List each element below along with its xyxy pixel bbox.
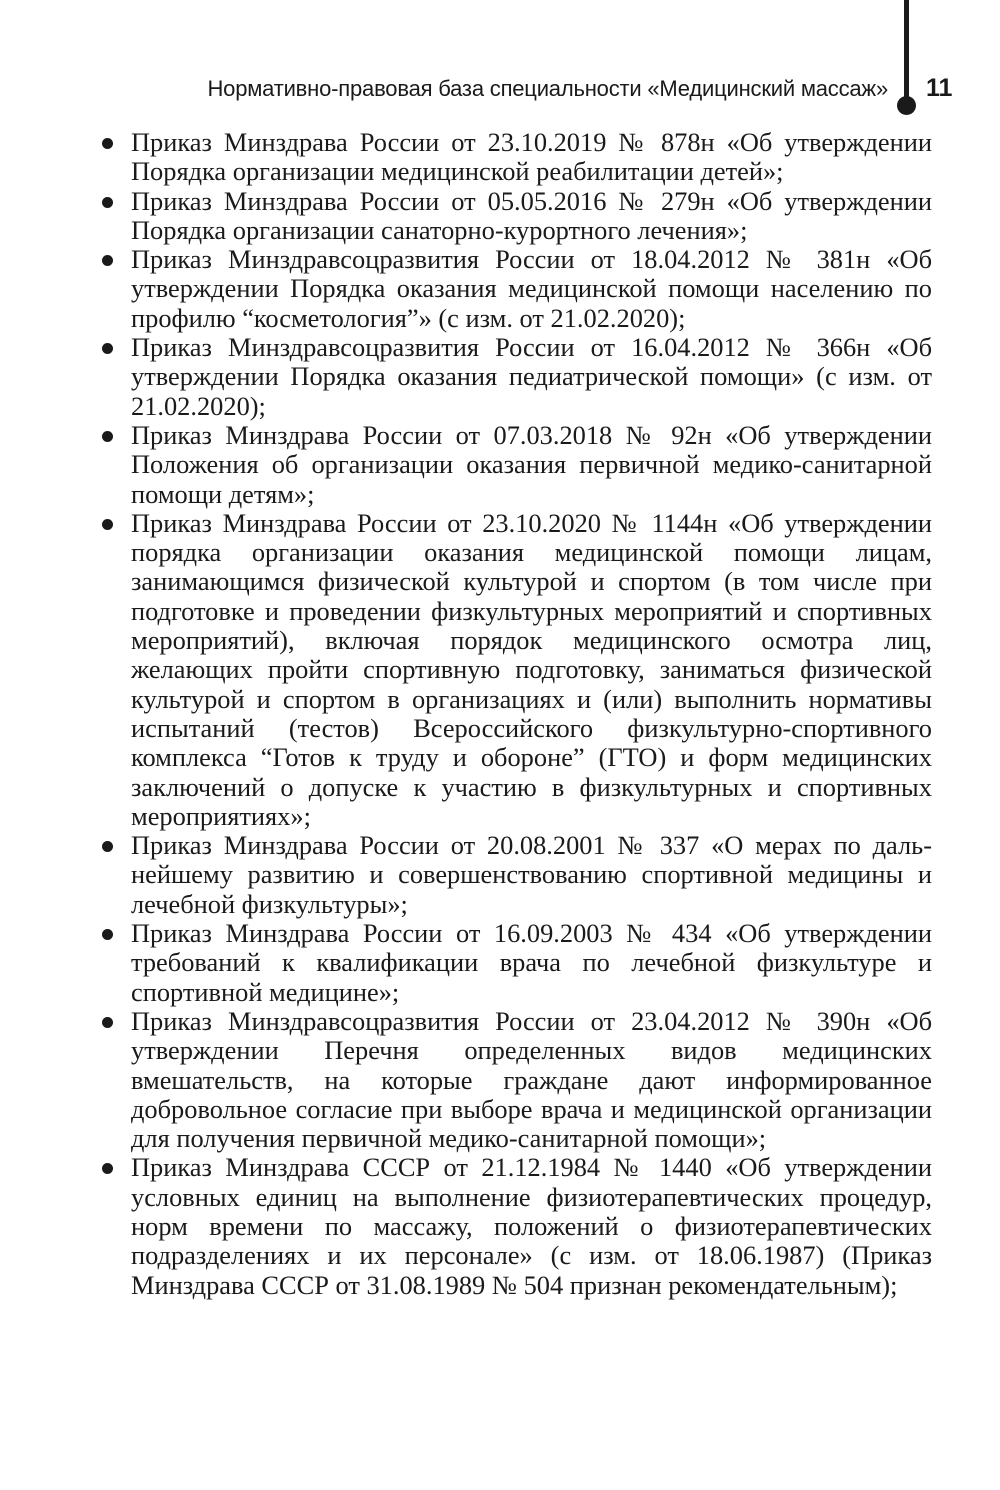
list-item-text: Приказ Минздрава России от 07.03.2018 № 92н «Об утверждении Положения об организации оказания первичной медико-санитарной помощи детям»; (131, 419, 932, 509)
list-item-text: Приказ Минздравсоцразвития России от 18.04.2012 № 381н «Об утверждении Порядка оказания медицинской помощи населению по профилю “косметология”» (с изм. от 21.02.2020); (131, 244, 932, 333)
list-item-text: Приказ Минздрава России от 16.09.2003 № 434 «Об утверждении требований к квалификации врача по лечебной физкультуре и спортивной медицине»; (131, 918, 932, 1007)
page-header (0, 0, 1000, 120)
page-number: 11 (926, 74, 953, 102)
list-item-text: Приказ Минздрава России от 23.10.2019 № 878н «Об утверждении Порядка организации медицинской реабилитации детей»; (131, 127, 932, 187)
bullet-icon (102, 138, 113, 149)
list-item (98, 509, 932, 831)
bullet-icon (102, 929, 113, 940)
bullet-icon (102, 519, 113, 530)
bullet-icon (102, 343, 113, 354)
regulations-list (98, 128, 932, 1300)
list-item-text: Приказ Минздрава России от 05.05.2016 № 279н «Об утверждении Порядка организации санаторно-курортного лечения»; (131, 185, 932, 245)
list-item-text: Приказ Минздравсоцразвития России от 16.04.2012 № 366н «Об утверждении Порядка оказания педиатрической помощи» (с изм. от 21.02.2020); (131, 332, 932, 421)
list-item (98, 831, 932, 919)
header-rule-dot (897, 96, 916, 115)
list-item (98, 245, 932, 333)
list-item (98, 919, 932, 1007)
list-item (98, 421, 932, 509)
list-item (98, 1007, 932, 1153)
list-item (98, 128, 932, 187)
list-item (98, 187, 932, 246)
bullet-icon (102, 255, 113, 266)
list-item-text: Приказ Минздрава России от 20.08.2001 № 337 «О мерах по дальнейшему развитию и совершенствованию спортивной медицины и лечебной физкультуры»; (131, 830, 932, 919)
bullet-icon (102, 1163, 113, 1174)
list-item-text: Приказ Минздрава России от 23.10.2020 № 1144н «Об утверждении порядка организации оказания медицинской помощи лицам, занимающимся физической культурой и спортом (в том числе при подготовке и проведении физкультурных мероприятий и спортивных мероприятий), включая порядок медицинского осмотра лиц, желающих пройти спортивную подготовку, заниматься физической культурой и спортом в организациях и (или) выполнить нормативы испытаний (тестов) Всероссийского физкультурно-спортивного комплекса “Готов к труду и обороне” (ГТО) и форм медицинских заключений о допуске к участию в физкультурных и спортивных мероприятиях»; (131, 507, 932, 831)
bullet-icon (102, 841, 113, 852)
bullet-icon (102, 431, 113, 442)
bullet-icon (102, 1017, 113, 1028)
bullet-icon (102, 197, 113, 208)
list-item-text: Приказ Минздрава СССР от 21.12.1984 № 1440 «Об утверждении условных единиц на выполнение физиотерапевтических процедур, норм времени по массажу, положений о физиотерапевтических подразделениях и их персонале» (с изм. от 18.06.1987) (Приказ Минздрава СССР от 31.08.1989 № 504 признан рекомендательным); (131, 1152, 932, 1300)
running-head: Нормативно-правовая база специальности «Медицинский массаж» (207, 76, 888, 101)
list-item (98, 1153, 932, 1299)
list-item-text: Приказ Минздравсоцразвития России от 23.04.2012 № 390н «Об утверждении Перечня определенных видов медицинских вмешательств, на которые граждане дают информированное добровольное согласие при выборе врача и медицинской организации для получения первичной медико-санитарной помощи»; (131, 1005, 932, 1154)
header-vertical-rule (904, 0, 909, 106)
list-item (98, 333, 932, 421)
